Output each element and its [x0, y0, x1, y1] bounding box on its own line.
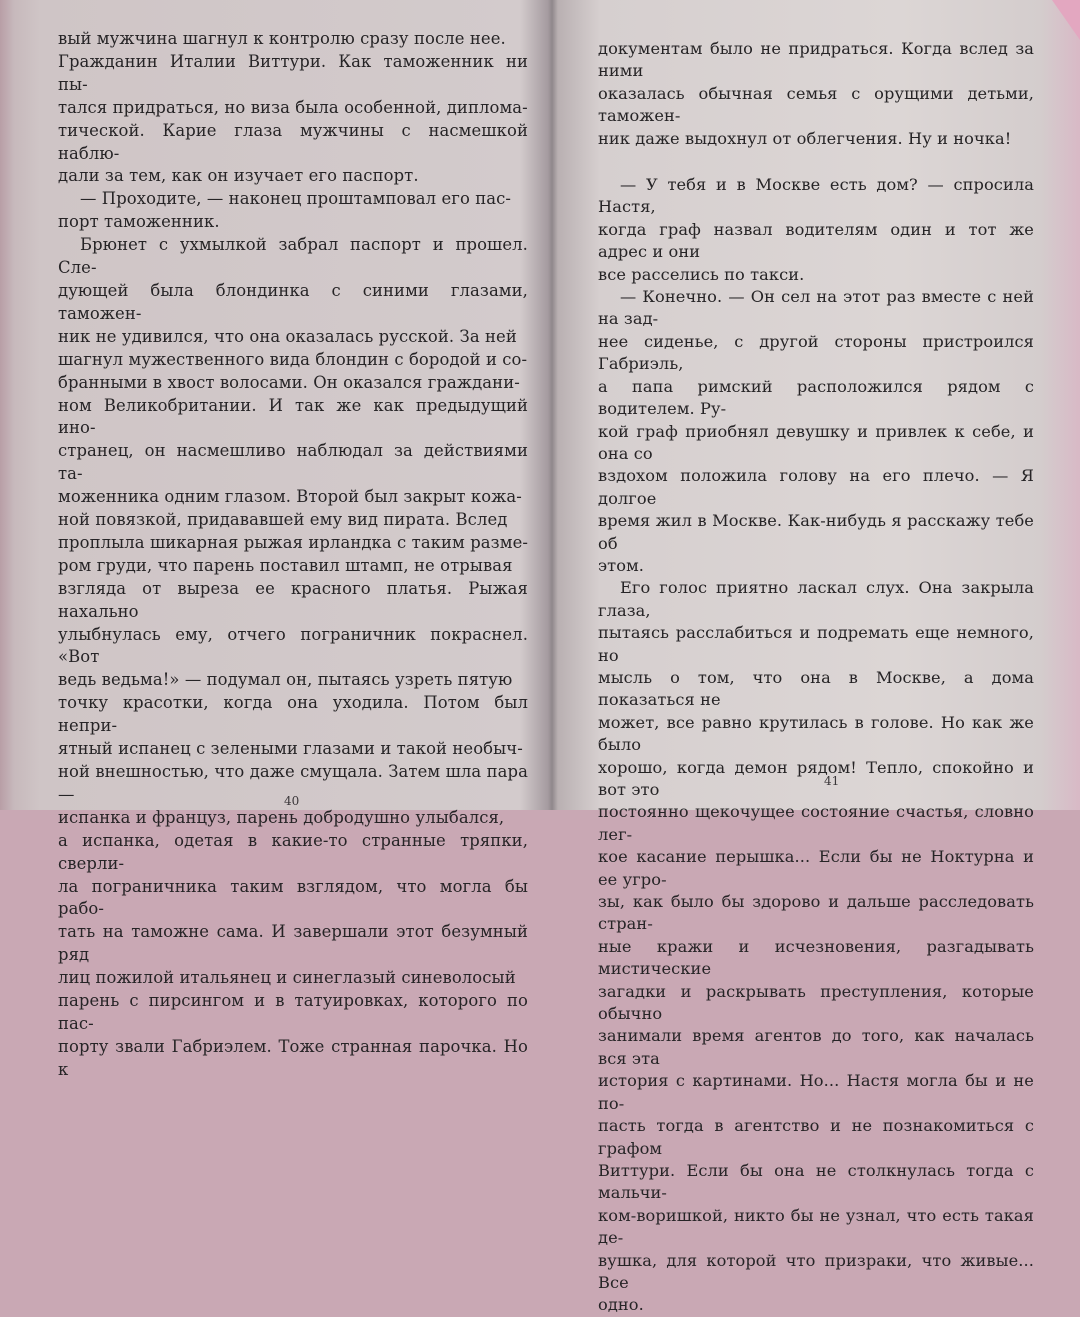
text-line: дали за тем, как он изучает его паспорт. [58, 166, 419, 186]
text-line: испанка и француз, парень добродушно улыбался, [58, 807, 505, 827]
text-line: кой граф приобнял девушку и привлек к себе, и она со [598, 421, 1034, 463]
text-line: ром груди, что парень поставил штамп, не отрывая [58, 555, 513, 575]
text-line: пасть тогда в агентство и не познакомиться с графом [598, 1116, 1034, 1158]
text-line: мысль о том, что она в Москве, а дома показаться не [598, 667, 1034, 710]
text-line: Его голос приятно ласкал слух. Она закрыла глаза, [598, 578, 1034, 620]
text-line: дующей была блондинка с синими глазами, таможен- [58, 280, 528, 323]
section-break [598, 150, 1034, 174]
text-line: порту звали Габриэлем. Тоже странная парочка. Но к [58, 1036, 528, 1079]
text-line: история с картинами. Но... Настя могла бы и не по- [598, 1071, 1034, 1113]
text-line: парень с пирсингом и в татуировках, которого по пас- [58, 991, 528, 1033]
text-line: ной повязкой, придававшей ему вид пирата. Вслед [58, 510, 508, 530]
text-line: пытаясь расслабиться и подремать еще немного, но [598, 623, 1034, 665]
text-line: ник даже выдохнул от облегчения. Ну и ночка! [598, 128, 1012, 148]
text-line: моженника одним глазом. Второй был закрыт кожа- [58, 487, 522, 507]
text-line: когда граф назвал водителям один и тот же адрес и они [598, 219, 1034, 262]
text-line: ла пограничника таким взглядом, что могла бы рабо- [58, 876, 528, 919]
text-line: загадки и раскрывать преступления, которые обычно [598, 981, 1034, 1024]
text-line: нее сиденье, с другой стороны пристроился Габриэль, [598, 331, 1034, 374]
text-line: зы, как было бы здорово и дальше расследовать стран- [598, 892, 1034, 934]
text-line: — У тебя и в Москве есть дом? — спросила Настя, [598, 175, 1034, 217]
text-line: а испанка, одетая в какие-то странные тряпки, сверли- [58, 830, 528, 873]
text-line: ной внешностью, что даже смущала. Затем шла пара — [58, 762, 528, 804]
text-line: проплыла шикарная рыжая ирландка с таким разме- [58, 532, 529, 552]
left-page [22, 0, 550, 1079]
text-line: бранными в хвост волосами. Он оказался граждани- [58, 372, 520, 392]
text-line: точку красотки, когда она уходила. Потом был непри- [58, 693, 528, 736]
text-line: вушка, для которой что призраки, что живые... Все [598, 1250, 1034, 1292]
text-line: тать на таможне сама. И завершали этот безумный ряд [58, 922, 528, 965]
text-line: ятный испанец с зелеными глазами и такой необыч- [58, 739, 523, 759]
text-line: вздохом положила голову на его плечо. — Я долгое [598, 466, 1034, 508]
text-line: документам было не придраться. Когда вслед за ними [598, 39, 1034, 81]
text-line: порт таможенник. [58, 212, 220, 232]
page-number: 41 [824, 774, 840, 788]
text-line: — Конечно. — Он сел на этот раз вместе с ней на зад- [598, 287, 1034, 329]
text-line: тался придраться, но виза была особенной, диплома- [58, 97, 528, 117]
text-line: странец, он насмешливо наблюдал за действиями та- [58, 441, 528, 484]
text-line: ведь ведьма!» — подумал он, пытаясь узреть пятую [58, 670, 513, 690]
text-line: Виттури. Если бы она не столкнулась тогда с мальчи- [598, 1160, 1034, 1203]
text-line: взгляда от выреза ее красного платья. Рыжая нахально [58, 578, 528, 621]
text-line: вый мужчина шагнул к контролю сразу после нее. [58, 29, 506, 48]
text-line: шагнул мужественного вида блондин с бородой и со- [58, 349, 528, 369]
text-line: — Проходите, — наконец проштамповал его пас- [80, 189, 512, 209]
text-line: все расселись по такси. [598, 264, 805, 284]
text-line: постоянно щекочущее состояние счастья, словно лег- [598, 802, 1034, 844]
text-line: а папа римский расположился рядом с водителем. Ру- [598, 376, 1034, 419]
text-line: может, все равно крутилась в голове. Но как же было [598, 712, 1034, 755]
text-line: улыбнулась ему, отчего пограничник покраснел. «Вот [58, 624, 528, 667]
text-line: тической. Карие глаза мужчины с насмешкой наблю- [58, 120, 528, 163]
text-line: ком-воришкой, никто бы не узнал, что есть такая де- [598, 1205, 1034, 1248]
right-page-text [598, 38, 1034, 1317]
text-line: Гражданин Италии Виттури. Как таможенник ни пы- [58, 51, 528, 94]
text-line: ник не удивился, что она оказалась русской. За ней [58, 326, 517, 346]
text-line: лиц пожилой итальянец и синеглазый синеволосый [58, 968, 516, 988]
text-line: одно. [598, 1295, 644, 1315]
text-line: ном Великобритании. И так же как предыдущий ино- [58, 395, 528, 438]
text-line: хорошо, когда демон рядом! Тепло, спокойно и вот это [598, 757, 1034, 799]
text-line: Брюнет с ухмылкой забрал паспорт и прошел. Сле- [58, 235, 528, 278]
right-page [556, 0, 1056, 1315]
text-line: оказалась обычная семья с орущими детьми, таможен- [598, 83, 1034, 126]
page-number: 40 [284, 794, 300, 808]
text-line: кое касание перышка... Если бы не Ноктурна и ее угро- [598, 847, 1034, 889]
text-line: время жил в Москве. Как-нибудь я расскажу тебе об [598, 511, 1034, 553]
text-line: этом. [598, 555, 645, 575]
text-line: занимали время агентов до того, как началась вся эта [598, 1026, 1034, 1068]
left-page-text [58, 28, 528, 1082]
text-line: ные кражи и исчезновения, разгадывать мистические [598, 936, 1034, 979]
